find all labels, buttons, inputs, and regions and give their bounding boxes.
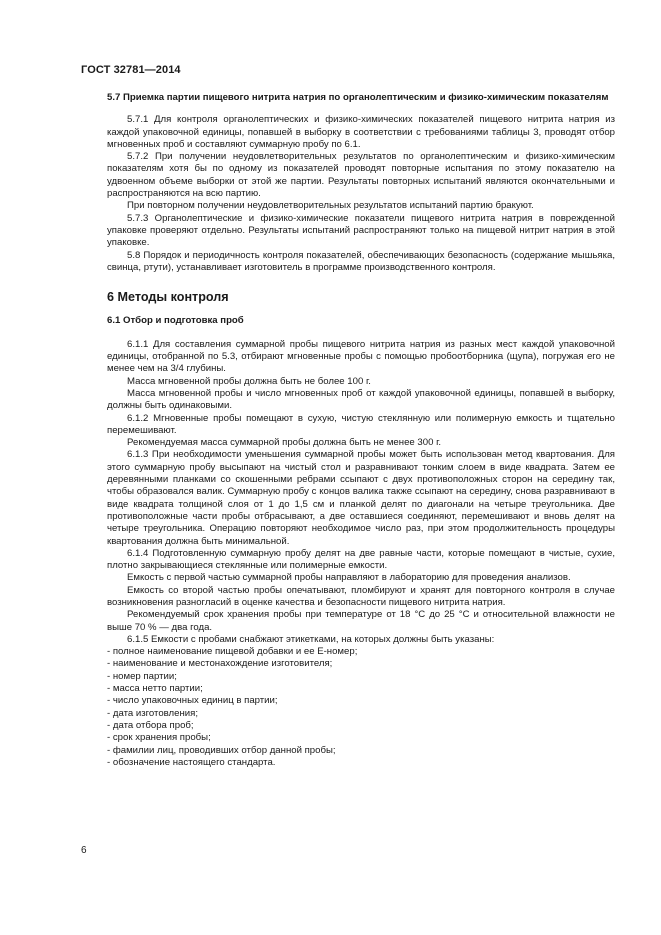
- paragraph: 5.7.3 Органолептические и физико-химические показатели пищевого нитрита натрия в поврежденной упаковке проверяют отдельно. Результаты испытаний распространяют только на пищевой нитрит натрия в этой упаковке.: [107, 212, 615, 249]
- section-5-7-heading: 5.7 Приемка партии пищевого нитрита натрия по органолептическим и физико-химическим показателям: [107, 92, 609, 103]
- paragraph: 6.1.2 Мгновенные пробы помещают в сухую, чистую стеклянную или полимерную емкость и тщательно перемешивают.: [107, 412, 615, 436]
- paragraph: 6.1.4 Подготовленную суммарную пробу делят на две равные части, которые помещают в чистые, сухие, плотно закрывающиеся стеклянные или полимерные емкости.: [107, 547, 615, 572]
- list-item: - срок хранения пробы;: [107, 732, 211, 744]
- list-item: - дата изготовления;: [107, 707, 198, 719]
- paragraph: При повторном получении неудовлетворительных результатов испытаний партию бракуют.: [127, 200, 534, 212]
- paragraph: 5.8 Порядок и периодичность контроля показателей, обеспечивающих безопасность (содержание мышьяка, свинца, ртути), устанавливает изготовитель в программе производственного контроля.: [107, 249, 615, 273]
- paragraph: Масса мгновенной пробы должна быть не более 100 г.: [127, 375, 371, 387]
- section-6-1-heading: 6.1 Отбор и подготовка проб: [107, 315, 244, 327]
- list-item: - номер партии;: [107, 670, 177, 682]
- paragraph: Рекомендуемый срок хранения пробы при температуре от 18 °С до 25 °С и относительной влажности не выше 70 % — два года.: [107, 609, 615, 633]
- paragraph: Емкость со второй частью пробы опечатывают, пломбируют и хранят для повторного контроля в случае возникновения разногласий в оценке качества и безопасности пищевого нитрита натрия.: [107, 584, 615, 608]
- page-content: [107, 92, 615, 769]
- paragraph: 5.7.1 Для контроля органолептических и физико-химических показателей пищевого нитрита натрия из каждой упаковочной единицы, попавшей в выборку в соответствии с требованиями таблицы 3, проводят отбор мгновенных проб и составляют суммарную пробу по 6.1.: [107, 114, 615, 150]
- list-item: - обозначение настоящего стандарта.: [107, 756, 276, 768]
- paragraph: Емкость с первой частью суммарной пробы направляют в лабораторию для проведения анализов.: [127, 572, 571, 584]
- list-item: - масса нетто партии;: [107, 683, 203, 695]
- paragraph: 5.7.2 При получении неудовлетворительных результатов по органолептическим и физико-химическим показателям хотя бы по одному из показателей проводят повторные испытания по этому показателю на удвоенном объеме выборки от этой же партии. Результаты повторных испытаний являются окончательными и распространяются на всю партию.: [107, 151, 615, 200]
- list-item: - фамилии лиц, проводивших отбор данной пробы;: [107, 744, 336, 756]
- list-item: - число упаковочных единиц в партии;: [107, 695, 278, 707]
- list-item: - наименование и местонахождение изготовителя;: [107, 658, 333, 670]
- list-item: - дата отбора проб;: [107, 719, 194, 731]
- document-code-header: ГОСТ 32781—2014: [81, 64, 181, 76]
- paragraph: Масса мгновенной пробы и число мгновенных проб от каждой упаковочной единицы, попавшей в выборку, должны быть одинаковыми.: [107, 387, 615, 412]
- list-item: - полное наименование пищевой добавки и ее Е-номер;: [107, 646, 358, 658]
- paragraph: 6.1.3 При необходимости уменьшения суммарной пробы может быть использован метод квартования. Для этого суммарную пробу высыпают на чистый стол и разравнивают тонким слоем в виде квадрата. Затем ее деревянными планками со скошенными ребрами ссыпают с двух противоположных сторон на середину так, чтобы образовался валик. Суммарную пробу с концов валика также ссыпают на середину, снова разравнивают в виде квадрата толщиной слоя от 1 до 1,5 см и планкой делят по диагонали на четыре треугольника. Две противоположные части пробы отбрасывают, а две оставшиеся соединяют, перемешивают и вновь делят на четыре треугольника. Операцию повторяют необходимое число раз, при этом продолжительность процедуры квартования должна быть минимальной.: [107, 449, 615, 547]
- paragraph: 6.1.5 Емкости с пробами снабжают этикетками, на которых должны быть указаны:: [127, 633, 495, 645]
- paragraph: 6.1.1 Для составления суммарной пробы пищевого нитрита натрия из разных мест каждой упаковочной единицы, отобранной по 5.3, отбирают мгновенные пробы с помощью пробоотборника (щупа), погружая его не менее чем на 3/4 глубины.: [107, 338, 615, 375]
- paragraph: Рекомендуемая масса суммарной пробы должна быть не менее 300 г.: [127, 437, 442, 449]
- section-6-heading: 6 Методы контроля: [107, 290, 229, 305]
- page-number: 6: [81, 845, 87, 856]
- label-requirements-list: [107, 646, 615, 769]
